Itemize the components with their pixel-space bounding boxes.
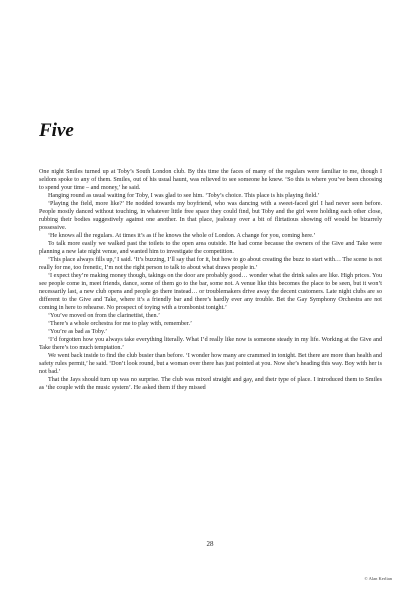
- copyright-notice: © Alan Kerlian: [364, 576, 392, 581]
- paragraph: We went back inside to find the club busier than before. ‘I wonder how many are crammed in tonight. Bet there are more than health and safety rules permit,’ he said. ‘Don’t look round, but a woman over there has just pointed at you. Now she’s heading this way. Boy with her is not bad.’: [39, 353, 382, 375]
- paragraph: ‘I expect they’re making money though, takings on the door are probably good… wonder what the drink sales are like. High prices. You see people come in, meet friends, dance, some of them go to the bar, some not. A venue like this becomes the place to be seen, but it won’t necessarily last, a new club opens and people go there instead… or troublemakers drive away the decent customers. Late night clubs are so different to the Give and Take, where it’s a friendly bar and there’s hardly ever any trouble. Bet the Gay Symphony Orchestra are not coming in here to rehearse. No prospect of toying with a trombonist tonight.’: [39, 273, 382, 311]
- paragraph: One night Smiles turned up at Toby’s South London club. By this time the faces of many of the regulars were familiar to me, though I seldom spoke to any of them. Smiles, out of his usual haunt, was relieved to see someone he knew. ‘So this is where you’ve been choosing to spend your time – and money,’ he said.: [39, 169, 382, 191]
- body-text: [39, 168, 382, 392]
- page-number: 28: [206, 540, 214, 548]
- paragraph: ‘There’s a whole orchestra for me to play with, remember.’: [48, 321, 192, 327]
- paragraph: ‘I’d forgotten how you always take everything literally. What I’d really like now is someone steady in my life. Working at the Give and Take there’s too much temptation.’: [39, 337, 382, 351]
- paragraph: Hanging round as usual waiting for Toby, I was glad to see him. ‘Toby’s choice. This place is his playing field.’: [48, 193, 320, 199]
- paragraph: To talk more easily we walked past the toilets to the open area outside. He had come because the owners of the Give and Take were planning a new late night venue, and wanted him to investigate the competition.: [39, 241, 382, 255]
- paragraph: ‘You’ve moved on from the clarinettist, then.’: [48, 313, 161, 319]
- chapter-title: Five: [39, 120, 74, 141]
- paragraph: That the Jays should turn up was no surprise. The club was mixed straight and gay, and their type of place. I introduced them to Smiles as ‘the couple with the music system’. He asked them if they missed: [39, 377, 382, 391]
- paragraph: ‘You’re as bad as Toby.’: [48, 329, 108, 335]
- paragraph: ‘He knows all the regulars. At times it’s as if he knows the whole of London. A change for you, coming here.’: [48, 233, 316, 239]
- paragraph: ‘This place always fills up,’ I said. ‘It’s buzzing, I’ll say that for it, but how to go about creating the buzz to start with… The scene is not really for me, too frenetic, I’m not the right person to talk to about what draws people in.’: [39, 257, 382, 271]
- paragraph: ‘Playing the field, more like?’ He nodded towards my boyfriend, who was dancing with a sweet-faced girl I had never seen before. People mostly danced without touching, in whatever little free space they could find, but Toby and the girl were holding each other close, rubbing their bodies suggestively against one another. In that place, jealousy over a bit of flirtatious showing off would be bizarrely possessive.: [39, 201, 382, 231]
